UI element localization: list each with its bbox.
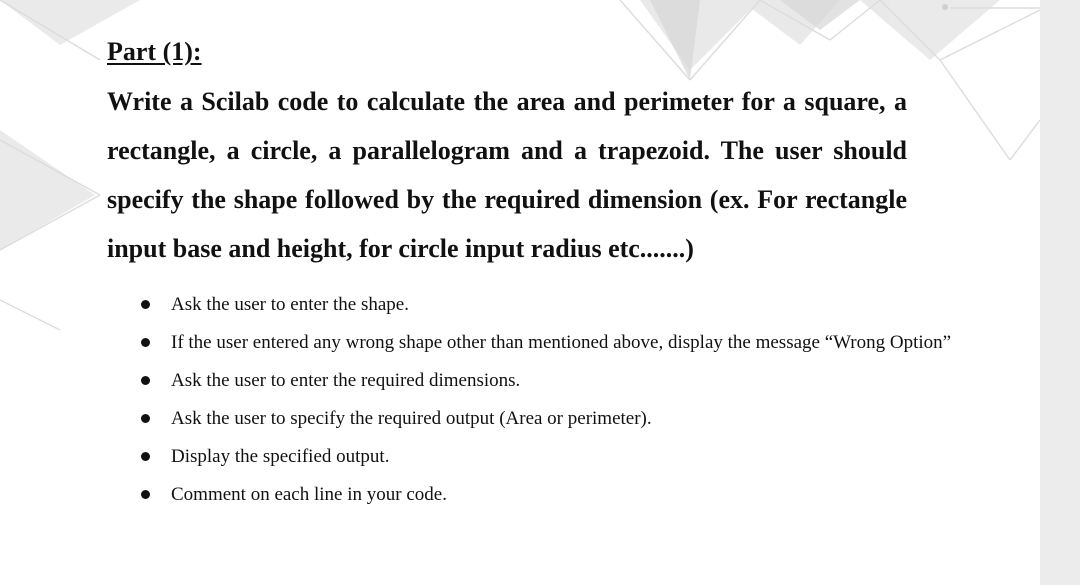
requirement-item	[107, 439, 961, 475]
requirement-item	[107, 401, 961, 437]
bullet-icon	[141, 414, 150, 423]
requirements-list	[107, 287, 952, 513]
requirement-item	[107, 287, 961, 323]
requirement-text: Ask the user to enter the required dimensions.	[171, 370, 521, 391]
page-edge-strip	[1040, 0, 1080, 585]
requirement-item	[107, 477, 961, 513]
task-description: Write a Scilab code to calculate the area and perimeter for a square, a rectangle, a circle, a parallelogram and a trapezoid. The user should specify the shape followed by the required dimension (ex. For rectangle input base and height, for circle input radius etc.......)	[107, 87, 907, 263]
requirement-text: Display the specified output.	[171, 446, 390, 467]
part-title: Part (1):	[107, 37, 202, 66]
document-content	[107, 30, 952, 515]
requirement-item	[107, 325, 961, 361]
requirement-text: Ask the user to specify the required output (Area or perimeter).	[171, 408, 652, 429]
requirement-item	[107, 363, 961, 399]
requirement-text: Comment on each line in your code.	[171, 484, 447, 505]
bullet-icon	[141, 490, 150, 499]
bullet-icon	[141, 338, 150, 347]
requirement-text: If the user entered any wrong shape other than mentioned above, display the message “Wrong Option”	[171, 332, 952, 353]
bullet-icon	[141, 452, 150, 461]
bullet-icon	[141, 376, 150, 385]
bullet-icon	[141, 300, 150, 309]
requirement-text: Ask the user to enter the shape.	[171, 294, 409, 315]
